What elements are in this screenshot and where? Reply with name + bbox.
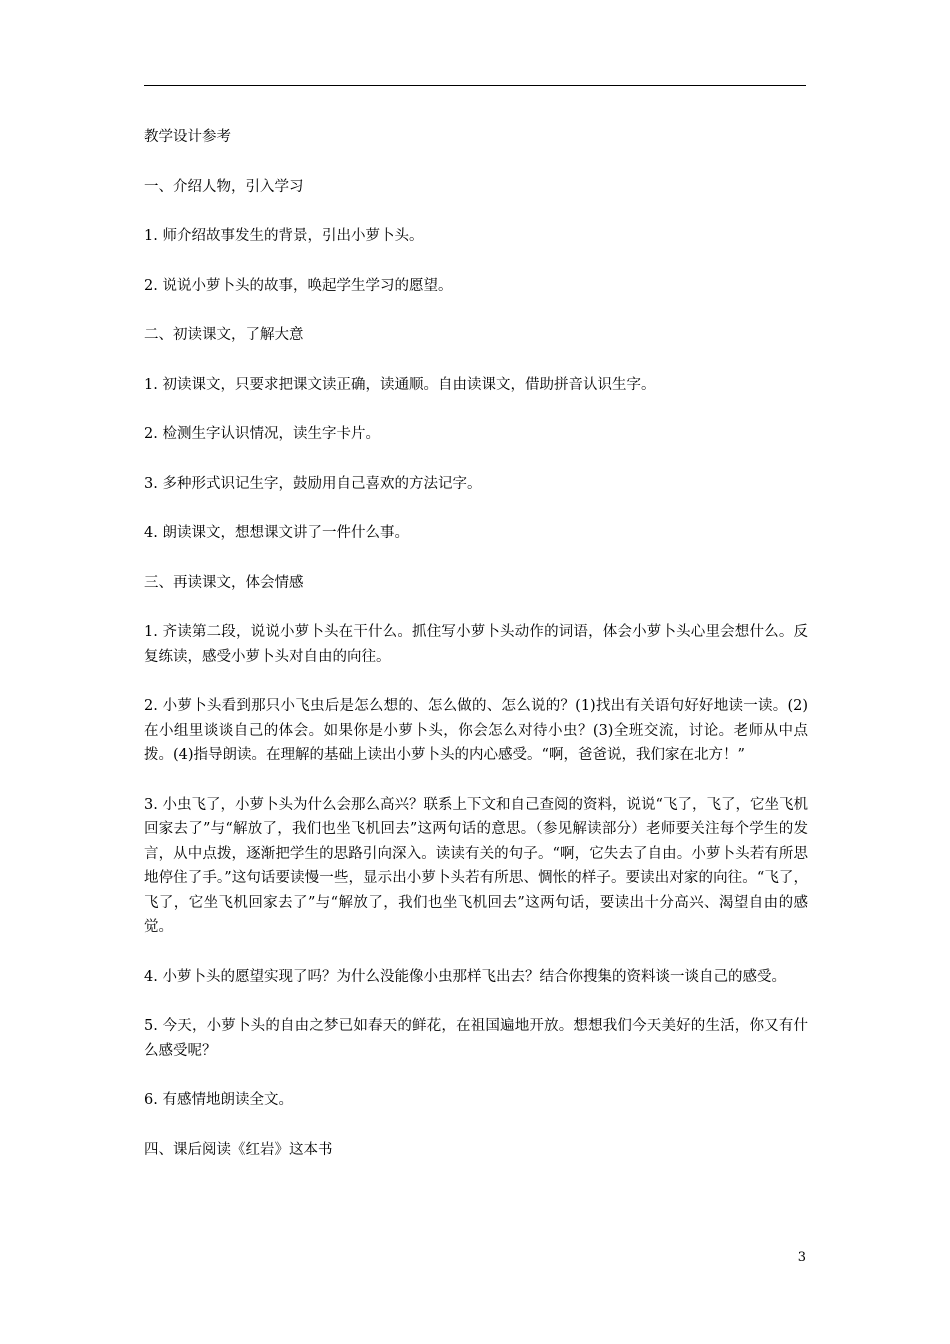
document-title: 教学设计参考 [144, 129, 231, 145]
list-item: 1. 初读课文，只要求把课文读正确，读通顺。自由读课文，借助拼音认识生字。 [144, 376, 656, 393]
section-heading-1: 一、介绍人物，引入学习 [144, 178, 304, 195]
section-heading-2: 二、初读课文，了解大意 [144, 327, 304, 343]
list-item: 4. 朗读课文，想想课文讲了一件什么事。 [144, 525, 409, 541]
list-item: 5. 今天，小萝卜头的自由之梦已如春天的鲜花，在祖国遍地开放。想想我们今天美好的生活，你又有什么感受呢？ [144, 1018, 808, 1059]
list-item: 2. 小萝卜头看到那只小飞虫后是怎么想的、怎么做的、怎么说的？(1)找出有关语句好好地读一读。(2)在小组里谈谈自己的体会。如果你是小萝卜头，你会怎么对待小虫？(3)全班交流，讨论。老师从中点拨。(4)指导朗读。在理解的基础上读出小萝卜头的内心感受。“啊，爸爸说，我们家在北方！” [144, 698, 808, 763]
list-item: 2. 检测生字认识情况，读生字卡片。 [144, 426, 380, 442]
section-heading-3: 三、再读课文，体会情感 [144, 574, 304, 591]
list-item: 4. 小萝卜头的愿望实现了吗？为什么没能像小虫那样飞出去？结合你搜集的资料谈一谈自己的感受。 [144, 968, 786, 985]
page-number: 3 [797, 1250, 806, 1265]
list-item: 3. 多种形式识记生字，鼓励用自己喜欢的方法记字。 [144, 475, 482, 492]
section-heading-4: 四、课后阅读《红岩》这本书 [144, 1141, 333, 1158]
list-item: 2. 说说小萝卜头的故事，唤起学生学习的愿望。 [144, 277, 453, 294]
list-item: 1. 师介绍故事发生的背景，引出小萝卜头。 [144, 228, 424, 244]
list-item: 6. 有感情地朗读全文。 [144, 1092, 293, 1108]
document-body [144, 125, 808, 1187]
list-item: 1. 齐读第二段，说说小萝卜头在干什么。抓住写小萝卜头动作的词语，体会小萝卜头心里会想什么。反复练读，感受小萝卜头对自由的向往。 [144, 624, 808, 665]
header-rule [144, 85, 806, 86]
list-item: 3. 小虫飞了，小萝卜头为什么会那么高兴？联系上下文和自己查阅的资料，说说“飞了，飞了，它坐飞机回家去了”与“解放了，我们也坐飞机回去”这两句话的意思。（参见解读部分）老师要关注每个学生的发言，从中点拨，逐渐把学生的思路引向深入。读读有关的句子。“啊，它失去了自由。小萝卜头若有所思地停住了手。”这句话要读慢一些，显示出小萝卜头若有所思、惆怅的样子。要读出对家的向往。“飞了，飞了，它坐飞机回家去了”与“解放了，我们也坐飞机回去”这两句话，要读出十分高兴、渴望自由的感觉。 [144, 796, 808, 935]
